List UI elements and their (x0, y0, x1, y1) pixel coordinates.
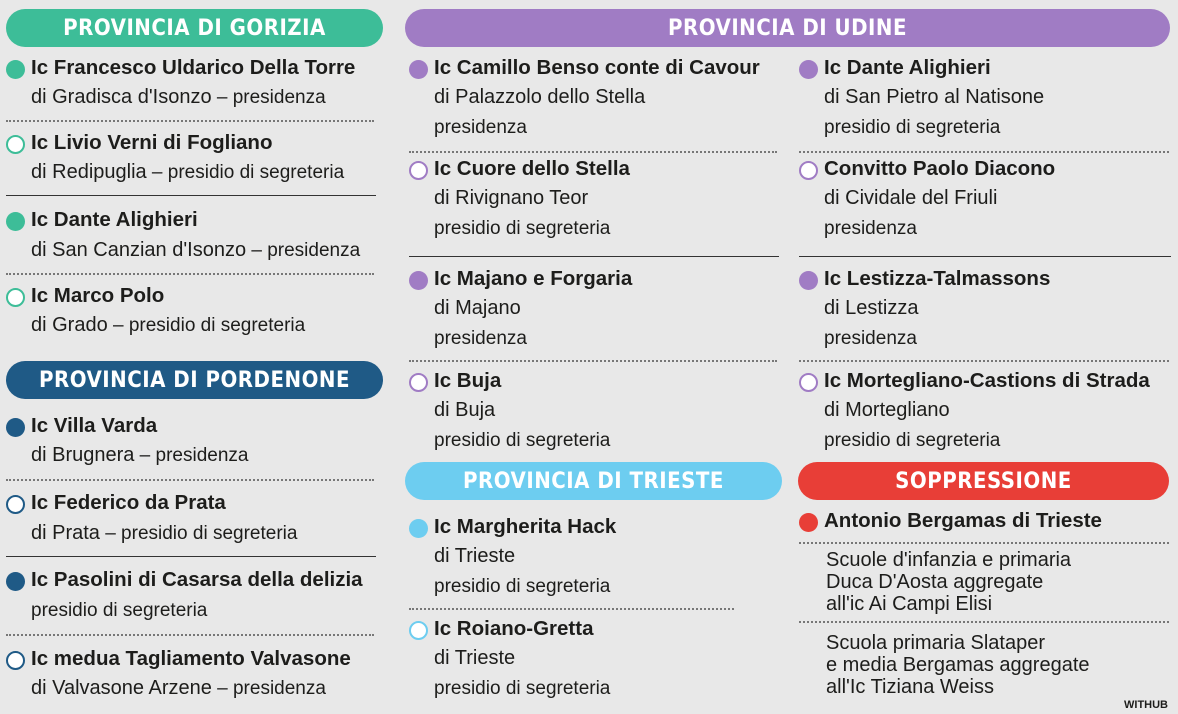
school-name: Ic Mortegliano-Castions di Strada (824, 369, 1150, 392)
separator (6, 195, 376, 196)
separator (799, 256, 1171, 257)
school-name: Ic Federico da Prata (31, 491, 226, 514)
header-provincia-gorizia: PROVINCIA DI GORIZIA (6, 9, 383, 47)
school-role: presidio di segreteria (434, 576, 611, 597)
filled-dot-icon (799, 513, 818, 532)
school-name: Ic Livio Verni di Fogliano (31, 131, 273, 154)
school-role: presidio di segreteria (434, 218, 611, 239)
separator (799, 621, 1169, 623)
school-role: presidenza (434, 117, 527, 138)
hollow-dot-icon (409, 373, 428, 392)
school-location: di Mortegliano (824, 399, 950, 421)
hollow-dot-icon (799, 161, 818, 180)
school-location: di Prata – presidio di segreteria (31, 522, 298, 544)
school-role: presidio di segreteria (434, 430, 611, 451)
separator (409, 608, 734, 610)
school-name: Ic Dante Alighieri (824, 56, 991, 79)
entry-udine-left-3 (409, 267, 779, 357)
school-name: Ic Villa Varda (31, 414, 158, 437)
note-line: all'Ic Tiziana Weiss (826, 676, 994, 698)
school-role: presidenza (434, 328, 527, 349)
school-location: di Grado – presidio di segreteria (31, 314, 306, 336)
filled-dot-icon (409, 271, 428, 290)
filled-dot-icon (409, 60, 428, 79)
school-name: Ic Pasolini di Casarsa della delizia (31, 568, 363, 591)
aggregation-note-2 (826, 632, 1090, 698)
entry-pordenone-1 (6, 414, 376, 474)
separator (799, 542, 1169, 544)
separator (6, 273, 374, 275)
school-role: presidio di segreteria (434, 678, 611, 699)
separator (6, 479, 374, 481)
filled-dot-icon (6, 60, 25, 79)
school-location: di Palazzolo dello Stella (434, 86, 646, 108)
school-name: Ic Roiano-Gretta (434, 617, 594, 640)
entry-trieste-2 (409, 617, 779, 707)
filled-dot-icon (799, 60, 818, 79)
school-name: Antonio Bergamas di Trieste (824, 509, 1102, 532)
school-location: di Majano (434, 297, 521, 319)
header-provincia-udine: PROVINCIA DI UDINE (405, 9, 1170, 47)
school-role: presidenza (824, 218, 917, 239)
hollow-dot-icon (409, 621, 428, 640)
filled-dot-icon (409, 519, 428, 538)
filled-dot-icon (799, 271, 818, 290)
note-line: e media Bergamas aggregate (826, 654, 1090, 676)
separator (799, 360, 1169, 362)
entry-gorizia-1 (6, 56, 376, 116)
entry-gorizia-4 (6, 284, 376, 344)
school-location: di Trieste (434, 647, 516, 669)
school-location: di Rivignano Teor (434, 187, 589, 209)
hollow-dot-icon (6, 495, 25, 514)
entry-gorizia-2 (6, 131, 376, 191)
school-name: Ic Lestizza-Talmassons (824, 267, 1051, 290)
entry-trieste-1 (409, 515, 779, 605)
school-location: di Buja (434, 399, 496, 421)
entry-pordenone-4 (6, 647, 376, 707)
school-role: presidio di segreteria (824, 430, 1001, 451)
school-name: Ic Majano e Forgaria (434, 267, 633, 290)
school-location: di San Canzian d'Isonzo – presidenza (31, 239, 361, 261)
school-role: presidio di segreteria (824, 117, 1001, 138)
entry-udine-left-1 (409, 56, 779, 146)
filled-dot-icon (6, 572, 25, 591)
school-location: di Gradisca d'Isonzo – presidenza (31, 86, 326, 108)
hollow-dot-icon (6, 651, 25, 670)
school-name: Ic Marco Polo (31, 284, 165, 307)
entry-pordenone-2 (6, 491, 376, 551)
entry-udine-right-2 (799, 157, 1171, 247)
filled-dot-icon (6, 418, 25, 437)
separator (409, 256, 779, 257)
school-name: Ic Camillo Benso conte di Cavour (434, 56, 760, 79)
school-name: Ic Margherita Hack (434, 515, 617, 538)
entry-udine-right-1 (799, 56, 1171, 146)
entry-udine-left-2 (409, 157, 779, 247)
school-location: di Redipuglia – presidio di segreteria (31, 161, 345, 183)
school-location: di Brugnera – presidenza (31, 444, 249, 466)
note-line: all'ic Ai Campi Elisi (826, 593, 993, 615)
entry-udine-right-3 (799, 267, 1171, 357)
hollow-dot-icon (6, 288, 25, 307)
school-role: presidenza (824, 328, 917, 349)
credit-label: WITHUB (1124, 699, 1168, 711)
separator (799, 151, 1169, 153)
school-name: Ic Francesco Uldarico Della Torre (31, 56, 356, 79)
separator (409, 360, 777, 362)
school-name: Ic medua Tagliamento Valvasone (31, 647, 351, 670)
header-soppressione: SOPPRESSIONE (798, 462, 1169, 500)
school-location: di Cividale del Friuli (824, 187, 998, 209)
header-provincia-pordenone: PROVINCIA DI PORDENONE (6, 361, 383, 399)
note-line: Scuola primaria Slataper (826, 632, 1045, 654)
school-location: presidio di segreteria (31, 600, 208, 621)
filled-dot-icon (6, 212, 25, 231)
separator (6, 556, 376, 557)
note-line: Scuole d'infanzia e primaria (826, 549, 1072, 571)
entry-gorizia-3 (6, 208, 376, 268)
entry-udine-left-4 (409, 369, 779, 459)
school-name: Convitto Paolo Diacono (824, 157, 1056, 180)
separator (409, 151, 777, 153)
school-location: di Valvasone Arzene – presidenza (31, 677, 326, 699)
school-name: Ic Cuore dello Stella (434, 157, 630, 180)
entry-udine-right-4 (799, 369, 1171, 459)
school-location: di San Pietro al Natisone (824, 86, 1045, 108)
hollow-dot-icon (6, 135, 25, 154)
note-line: Duca D'Aosta aggregate (826, 571, 1044, 593)
school-location: di Trieste (434, 545, 516, 567)
separator (6, 634, 374, 636)
entry-soppressione (799, 509, 1171, 539)
hollow-dot-icon (799, 373, 818, 392)
entry-pordenone-3 (6, 568, 376, 628)
school-name: Ic Dante Alighieri (31, 208, 198, 231)
school-location: di Lestizza (824, 297, 919, 319)
hollow-dot-icon (409, 161, 428, 180)
aggregation-note-1 (826, 549, 1071, 615)
school-name: Ic Buja (434, 369, 502, 392)
header-provincia-trieste: PROVINCIA DI TRIESTE (405, 462, 782, 500)
separator (6, 120, 374, 122)
